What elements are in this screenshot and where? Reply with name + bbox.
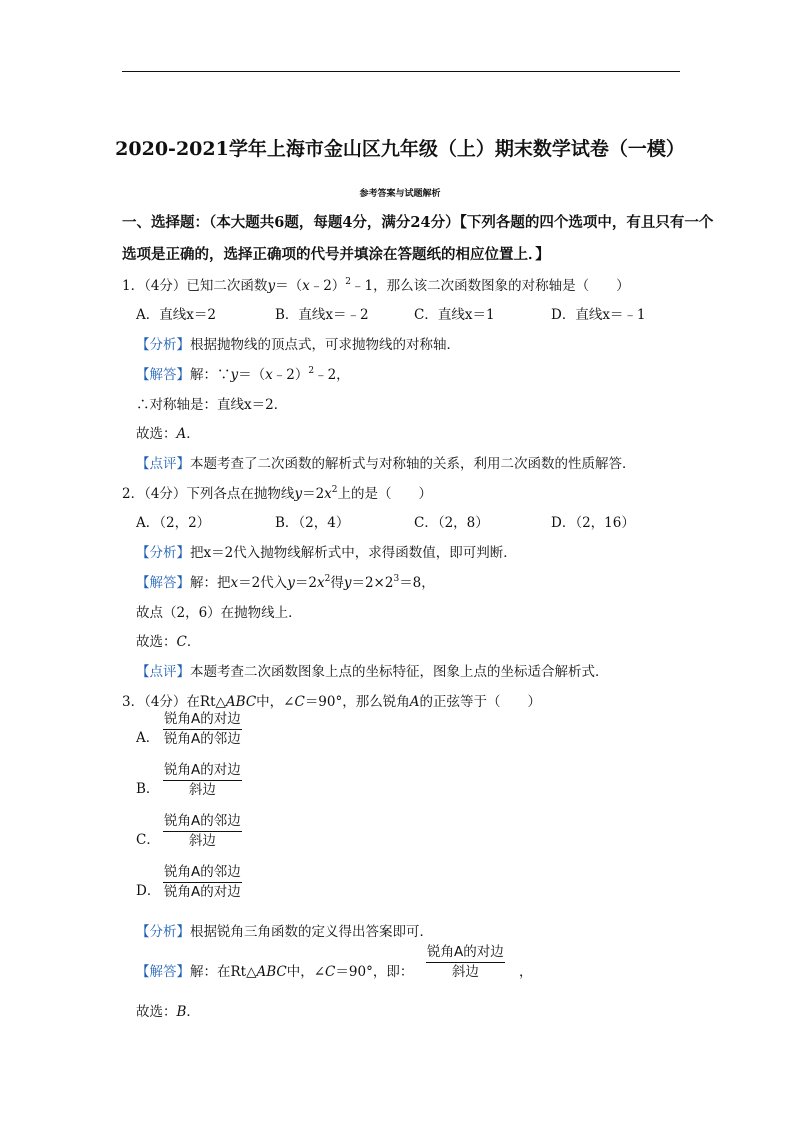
denominator: 锐角A的邻边 — [164, 731, 241, 747]
q2-point-line: 故点（2，6）在抛物线上． — [136, 605, 302, 621]
q3-answer: 【解答】解：在Rt△ABC中，∠C＝90°，即： — [136, 964, 414, 980]
analysis-tag: 【分析】 — [136, 545, 190, 561]
q3-option-a-label: A． — [136, 730, 160, 746]
numerator: 锐角A的对边 — [163, 711, 242, 730]
q3-stem: 3．（4分）在Rt△ABC中，∠C＝90°，那么锐角A的正弦等于（ ） — [122, 694, 541, 710]
numerator: 锐角A的对边 — [163, 762, 242, 781]
q3-option-a-fraction — [163, 711, 242, 748]
q1-analysis: 【分析】根据抛物线的顶点式，可求抛物线的对称轴． — [136, 337, 460, 353]
answer-tag: 【解答】 — [136, 964, 190, 980]
q2-comment: 【点评】本题考查二次函数图象上点的坐标特征，图象上点的坐标适合解析式． — [136, 664, 609, 680]
denominator: 斜边 — [188, 833, 216, 849]
q2-option-b: B．（2，4） — [275, 515, 350, 531]
denominator: 斜边 — [188, 782, 216, 798]
answer-tag: 【解答】 — [136, 367, 190, 383]
q3-option-d-label: D． — [136, 883, 161, 899]
q1-answer: 【解答】解：∵y＝（x﹣2）$^2$﹣2， — [136, 366, 350, 383]
comment-tag: 【点评】 — [136, 664, 190, 680]
analysis-tag: 【分析】 — [136, 337, 190, 353]
numerator: 锐角A的邻边 — [163, 813, 242, 832]
header-rule — [122, 71, 680, 72]
section-heading-line-2: 选项是正确的，选择正确项的代号并填涂在答题纸的相应位置上．】 — [122, 246, 550, 263]
q3-option-d-fraction — [163, 864, 242, 901]
q1-option-a: A．直线x＝2 — [136, 307, 216, 323]
page-title: 2020-2021学年上海市金山区九年级（上）期末数学试卷（一模） — [115, 138, 685, 160]
numerator: 锐角A的对边 — [426, 944, 505, 963]
q1-choose: 故选：A． — [136, 426, 200, 442]
q3-answer-end: ， — [519, 964, 533, 980]
section-heading-line-1: 一、选择题：（本大题共6题，每题4分，满分24分）【下列各题的四个选项中，有且只有一个 — [122, 214, 714, 231]
page-subtitle: 参考答案与试题解析 — [359, 189, 441, 199]
q3-analysis: 【分析】根据锐角三角函数的定义得出答案即可． — [136, 924, 433, 940]
q2-choose: 故选：C． — [136, 634, 201, 650]
q1-option-d: D．直线x＝﹣1 — [551, 307, 646, 323]
denominator: 斜边 — [451, 964, 479, 980]
q3-option-b-label: B． — [136, 781, 160, 797]
q2-answer: 【解答】解：把x＝2代入$y=2x^2$得$y=2\times 2^3=8$， — [136, 574, 435, 591]
comment-tag: 【点评】 — [136, 456, 190, 472]
q2-option-a: A．（2，2） — [136, 515, 211, 531]
q3-answer-fraction — [426, 944, 505, 981]
q1-option-b: B．直线x＝﹣2 — [275, 307, 369, 323]
q2-option-d: D．（2，16） — [551, 515, 635, 531]
answer-tag: 【解答】 — [136, 575, 190, 591]
q1-option-c: C．直线x＝1 — [414, 307, 495, 323]
q3-option-c-label: C． — [136, 832, 160, 848]
numerator: 锐角A的邻边 — [163, 864, 242, 883]
q3-option-c-fraction — [163, 813, 242, 850]
q1-comment: 【点评】本题考查了二次函数的解析式与对称轴的关系，利用二次函数的性质解答． — [136, 456, 636, 472]
q1-therefore: ∴对称轴是：直线x＝2． — [136, 397, 288, 413]
q2-analysis: 【分析】把x＝2代入抛物线解析式中，求得函数值，即可判断． — [136, 545, 517, 561]
q2-stem: 2．（4分）下列各点在抛物线$y=2x^2$上的是（ ） — [122, 485, 433, 502]
denominator: 锐角A的对边 — [164, 884, 241, 900]
q3-choose: 故选：B． — [136, 1004, 200, 1020]
analysis-tag: 【分析】 — [136, 924, 190, 940]
q3-option-b-fraction — [163, 762, 242, 799]
q2-option-c: C．（2，8） — [414, 515, 489, 531]
q1-stem: 1．（4分）已知二次函数y＝（x﹣2）$^2$﹣1，那么该二次函数图象的对称轴是（ ） — [122, 277, 630, 294]
